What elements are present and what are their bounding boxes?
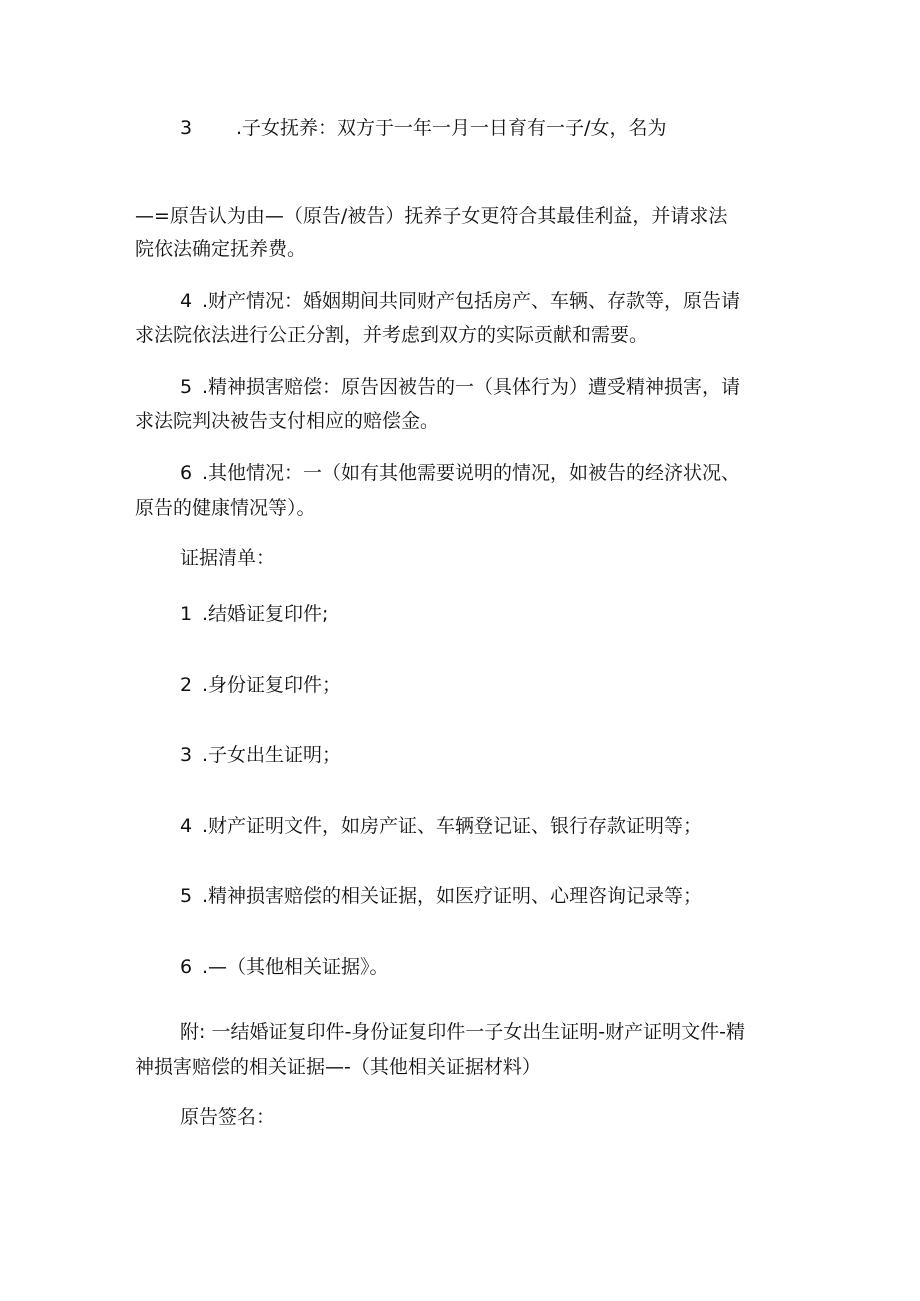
evidence-item [180, 954, 389, 980]
evidence-item [180, 672, 341, 698]
item-6-line-2: 原告的健康情况等）。 [135, 497, 316, 519]
item-text: .财产证明文件，如房产证、车辆登记证、银行存款证明等； [202, 815, 703, 837]
evidence-item [180, 742, 341, 768]
item-text: .结婚证复印件; [202, 603, 329, 625]
attachment-line-2: 神损害赔偿的相关证据—-（其他相关证据材料） [135, 1056, 541, 1078]
item-text: .精神损害赔偿的相关证据，如医疗证明、心理咨询记录等； [202, 885, 703, 907]
item-number: 4 [180, 815, 193, 837]
evidence-item [180, 601, 328, 627]
item-number: 3 [180, 117, 193, 139]
item-number: 6 [180, 462, 193, 484]
item-number: 2 [180, 674, 193, 696]
item-3-line-2: —=原告认为由—（原告/被告）抚养子女更符合其最佳利益，并请求法 [135, 205, 728, 227]
item-text: .子女抚养：双方于一年一月一日育有一子/女，名为 [236, 117, 667, 139]
item-4-line-1 [180, 288, 740, 314]
item-5-line-2: 求法院判决被告支付相应的赔偿金。 [135, 410, 440, 432]
signature-label: 原告签名： [180, 1106, 276, 1128]
item-number: 5 [180, 376, 193, 398]
item-6-line-1 [180, 460, 740, 486]
item-number: 5 [180, 885, 193, 907]
item-text: .财产情况：婚姻期间共同财产包括房产、车辆、存款等，原告请 [202, 290, 741, 312]
item-text: .—（其他相关证据》。 [202, 956, 389, 978]
item-text: .子女出生证明； [202, 744, 342, 766]
item-4-line-2: 求法院依法进行公正分割，并考虑到双方的实际贡献和需要。 [135, 324, 649, 346]
attachment-line-1: 附: 一结婚证复印件-身份证复印件一子女出生证明-财产证明文件-精 [180, 1021, 746, 1043]
item-3-line-3: 院依法确定抚养费。 [135, 238, 307, 260]
evidence-item [180, 813, 702, 839]
item-number: 1 [180, 603, 193, 625]
item-number: 4 [180, 290, 193, 312]
evidence-item [180, 883, 702, 909]
item-number: 6 [180, 956, 193, 978]
item-3-line-1 [180, 115, 666, 141]
item-text: .精神损害赔偿：原告因被告的一（具体行为）遭受精神损害，请 [202, 376, 741, 398]
item-5-line-1 [180, 374, 740, 400]
item-number: 3 [180, 744, 193, 766]
evidence-heading: 证据清单： [180, 547, 276, 569]
item-text: .身份证复印件； [202, 674, 342, 696]
item-text: .其他情况：一（如有其他需要说明的情况，如被告的经济状况、 [202, 462, 741, 484]
